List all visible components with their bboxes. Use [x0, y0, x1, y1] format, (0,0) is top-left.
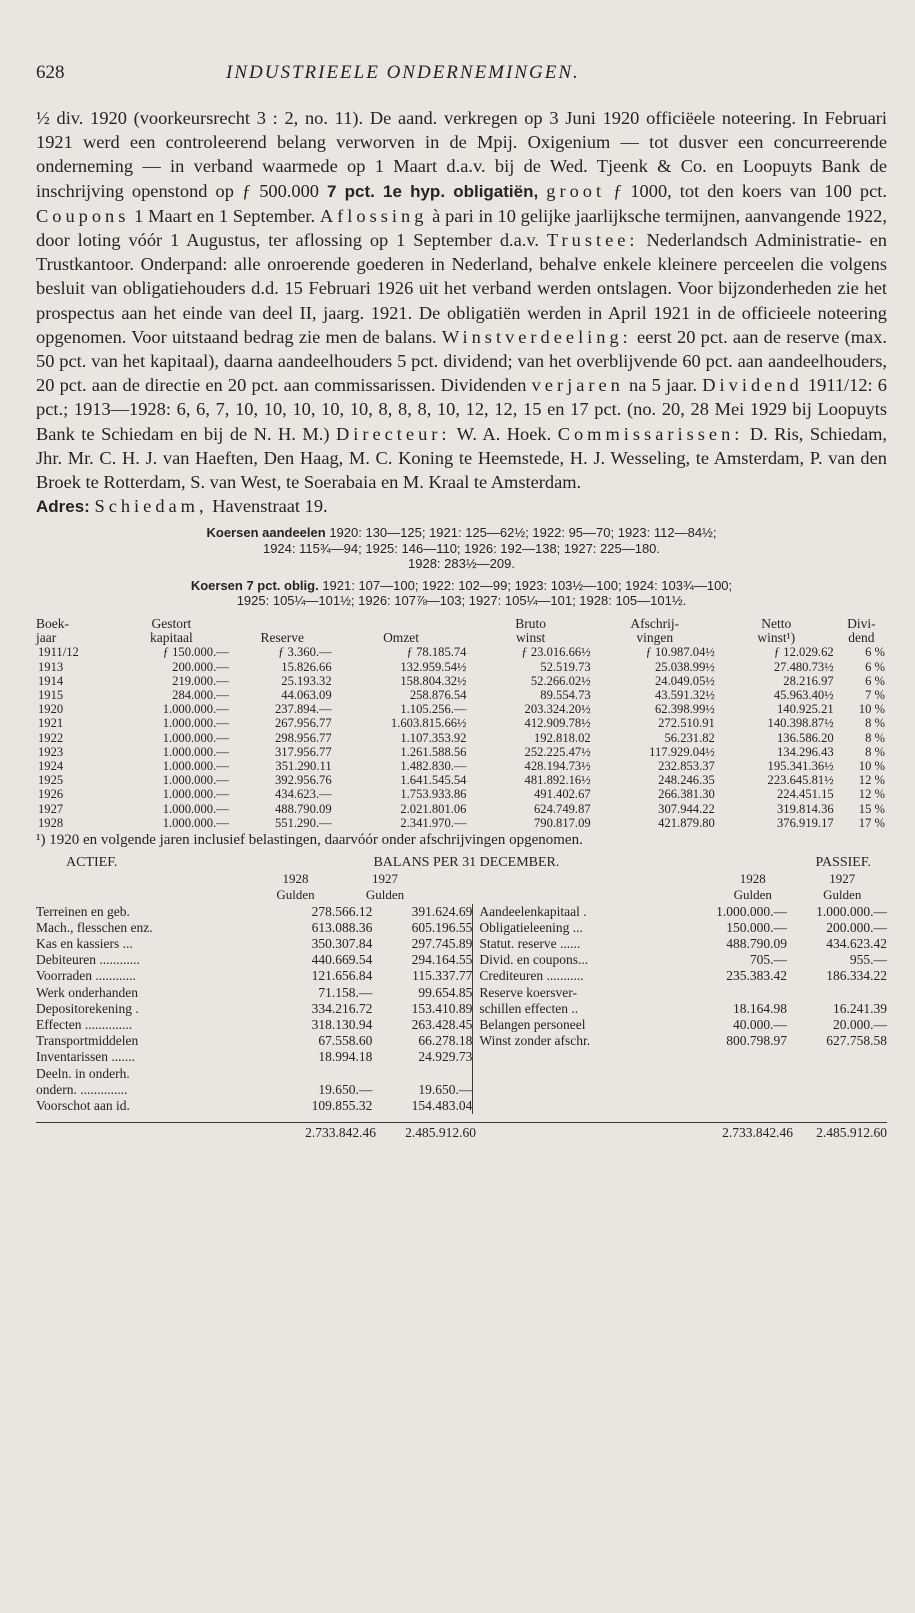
- table-row: [36, 802, 887, 816]
- table-cell: 8 %: [865, 730, 885, 745]
- table-cell: 351.290.11: [275, 758, 332, 773]
- column-header: Gestort: [151, 615, 192, 631]
- balance-units: [36, 887, 887, 903]
- balance-value: 71.158.—: [318, 984, 373, 1000]
- balance-item-label: Reserve koersver-: [479, 984, 577, 1000]
- balance-value: 66.278.18: [418, 1033, 473, 1049]
- table-cell: 266.381.30: [658, 787, 715, 802]
- balance-totals: [36, 1122, 887, 1141]
- year-right-1928: 1928: [739, 871, 766, 887]
- balance-row: [36, 1017, 472, 1033]
- balance-years: [36, 871, 887, 887]
- total-right-1928: 2.733.842.46: [722, 1125, 793, 1141]
- table-cell: 317.956.77: [274, 744, 332, 759]
- table-cell: 491.402.67: [533, 787, 591, 802]
- table-cell: ƒ 23.016.66½: [521, 645, 591, 660]
- balance-row: [36, 1098, 472, 1114]
- table-cell: 488.790.09: [274, 801, 332, 816]
- balance-value: 297.745.89: [411, 936, 473, 952]
- balance-item-label: Kas en kassiers ...: [36, 936, 133, 952]
- column-header: Afschrij-: [630, 615, 680, 631]
- balance-value: 109.855.32: [311, 1098, 373, 1114]
- table-cell: 140.398.87½: [767, 716, 834, 731]
- spaced-term: groot: [546, 180, 606, 201]
- balance-value: [787, 985, 887, 1001]
- column-header: dend: [848, 630, 875, 646]
- spaced-term: Aflossing: [319, 205, 428, 226]
- table-footnote: ¹) 1920 en volgende jaren inclusief belastingen, daarvóór onder afschrijvingen opgenomen.: [36, 832, 583, 848]
- table-cell: 434.623.—: [274, 787, 332, 802]
- balance-item-label: Effecten ..............: [36, 1017, 133, 1033]
- balance-value: 800.798.97: [726, 1033, 787, 1049]
- spaced-term: Commissarissen:: [557, 423, 744, 444]
- balance-title: BALANS PER 31 DECEMBER.: [373, 855, 560, 870]
- balance-row: [479, 952, 887, 968]
- balance-row: [479, 936, 887, 952]
- balance-row: [36, 952, 472, 968]
- balance-item-label: Crediteuren ...........: [479, 968, 584, 984]
- balance-value: 434.623.42: [826, 936, 887, 952]
- table-cell: 1.105.256.—: [400, 702, 467, 717]
- table-cell: 2.021.801.06: [400, 801, 467, 816]
- table-cell: 17 %: [858, 815, 885, 830]
- balance-value: 440.669.54: [311, 952, 373, 968]
- table-cell: 140.925.21: [777, 702, 834, 717]
- balance-value: 153.410.89: [411, 1000, 473, 1016]
- balance-value: 200.000.—: [826, 919, 887, 935]
- running-title: INDUSTRIEELE ONDERNEMINGEN.: [226, 62, 580, 83]
- share-prices-line: 1928: 283½—209.: [408, 556, 515, 572]
- table-cell: 15.826.66: [281, 659, 332, 674]
- balance-value: 613.088.36: [311, 919, 373, 935]
- balance-item-label: Terreinen en geb.: [36, 903, 130, 919]
- text-segment: D. Ris, Schiedam, Jhr. Mr. C. H. J. van Haeften, Den Haag, M. C. Koning te Heemstede, H. J. Wesseling, te Amsterdam, P. van den Broek te Rotterdam, S. van West, te Soerabaia en M. Kraal te Amsterdam.: [36, 423, 888, 493]
- table-row: [36, 816, 887, 830]
- column-header: jaar: [36, 630, 57, 646]
- table-cell: 237.894.—: [274, 702, 332, 717]
- total-right-1927: 2.485.912.60: [816, 1125, 887, 1141]
- table-cell: 232.853.37: [658, 758, 715, 773]
- table-cell: 134.296.43: [777, 744, 834, 759]
- table-cell: 24.049.05½: [655, 673, 715, 688]
- table-cell: ƒ 3.360.—: [278, 645, 332, 660]
- unit-label: Gulden: [365, 887, 405, 903]
- text-segment: Nederlandsch Administratie- en Trustkantoor. Onderpand: alle onroerende goederen in Nederland, behalve enkele kleinere perceelen die volgens besluit van obligatiehouders d.d. 15 Februari 1926 uit het verband werden ontslagen. Voor bijzonderheden zie het prospectus aan het einde van deel II, jaarg. 1921. De obligatiën werden in April 1921 in de officieele noteering opgenomen. Voor uitstaand bedrag zie men de balans.: [36, 230, 887, 347]
- table-cell: 52.519.73: [540, 659, 591, 674]
- table-cell: 1.000.000.—: [162, 787, 229, 802]
- balance-value: 350.307.84: [311, 936, 373, 952]
- table-cell: 1923: [38, 744, 64, 759]
- balance-passief: [472, 904, 887, 1115]
- balance-value: 294.164.55: [411, 952, 473, 968]
- unit-label: Gulden: [276, 887, 315, 903]
- company-description: [36, 106, 887, 519]
- table-row: [36, 702, 887, 716]
- balance-value: 18.994.18: [318, 1049, 373, 1065]
- balance-item-label: Inventarissen .......: [36, 1049, 135, 1065]
- balance-item-label: Transportmiddelen: [36, 1033, 139, 1049]
- table-cell: 258.876.54: [409, 687, 467, 702]
- balance-row: [479, 1033, 887, 1049]
- table-cell: 1.000.000.—: [162, 730, 229, 745]
- table-cell: 248.246.35: [658, 773, 715, 788]
- table-cell: 224.451.15: [777, 787, 834, 802]
- spaced-term: Coupons: [36, 205, 130, 226]
- balance-row: [36, 1033, 472, 1049]
- balance-header: [36, 855, 887, 871]
- balance-item-label: Divid. en coupons...: [479, 952, 589, 968]
- page-number: 628: [36, 62, 65, 83]
- table-cell: 15 %: [858, 801, 885, 816]
- text-segment: 1 Maart en 1 September.: [134, 205, 316, 226]
- balance-row: [36, 1066, 472, 1082]
- balance-value: 488.790.09: [726, 936, 787, 952]
- bond-prices: [36, 578, 887, 609]
- balance-value: [272, 1066, 372, 1082]
- table-cell: 56.231.82: [664, 730, 715, 745]
- balance-value: 67.558.60: [318, 1033, 373, 1049]
- table-cell: 1.000.000.—: [162, 702, 229, 717]
- share-prices: [36, 525, 887, 572]
- balance-grid: [36, 904, 887, 1115]
- balance-value: 955.—: [849, 952, 887, 968]
- balance-value: 235.383.42: [726, 968, 787, 984]
- table-cell: 298.956.77: [274, 730, 332, 745]
- table-cell: 481.892.16½: [524, 773, 591, 788]
- balance-sheet: [36, 855, 887, 1141]
- balance-value: 605.196.55: [411, 919, 473, 935]
- balance-value: 263.428.45: [411, 1017, 473, 1033]
- balance-row: [36, 1001, 472, 1017]
- table-header-row: [36, 631, 887, 645]
- table-row: [36, 660, 887, 674]
- table-cell: 25.193.32: [281, 673, 332, 688]
- table-cell: ƒ 10.987.04½: [645, 645, 715, 660]
- address-city: Schiedam,: [94, 496, 208, 517]
- table-cell: 412.909.78½: [524, 716, 591, 731]
- balance-value: 627.758.58: [826, 1033, 887, 1049]
- unit-label: Gulden: [733, 887, 772, 903]
- table-cell: 267.956.77: [274, 716, 332, 731]
- balance-value: 1.000.000.—: [716, 903, 787, 919]
- table-body: [36, 645, 887, 830]
- balance-row: [479, 1001, 887, 1017]
- balance-actief: [36, 904, 472, 1115]
- table-cell: 307.944.22: [658, 801, 715, 816]
- table-cell: 8 %: [865, 744, 885, 759]
- balance-item-label: Aandeelenkapitaal .: [479, 903, 587, 919]
- balance-row: [36, 985, 472, 1001]
- table-cell: 203.324.20½: [524, 702, 591, 717]
- column-header: winst: [515, 630, 546, 646]
- table-cell: 1.107.353.92: [400, 730, 467, 745]
- balance-value: 278.566.12: [311, 903, 373, 919]
- table-cell: 1928: [38, 815, 64, 830]
- table-cell: 1.000.000.—: [162, 758, 229, 773]
- balance-item-label: Depositorekening .: [36, 1000, 139, 1016]
- table-cell: 319.814.36: [777, 801, 834, 816]
- table-cell: 392.956.76: [274, 773, 332, 788]
- table-cell: 25.038.99½: [655, 659, 715, 674]
- balance-value: 391.624.69: [411, 903, 473, 919]
- table-cell: 1911/12: [38, 645, 79, 660]
- share-prices-line: 1924: 115¾—94; 1925: 146—110; 1926: 192—138; 1927: 225—180.: [262, 540, 661, 556]
- share-prices-label: Koersen aandeelen: [206, 525, 326, 541]
- table-cell: 219.000.—: [172, 673, 229, 688]
- column-header: Netto: [761, 615, 792, 631]
- address-label: Adres:: [36, 497, 90, 517]
- bond-prices-label: Koersen 7 pct. oblig.: [190, 577, 319, 593]
- balance-item-label: schillen effecten ..: [479, 1000, 579, 1016]
- balance-row: [36, 936, 472, 952]
- text-segment: 1911/12: 6 pct.; 1913—1928: 6, 6, 7, 10, 10, 10, 10, 10, 8, 8, 8, 10, 12, 12, 15 en 17 pct. (no. 20, 28 Mei 1929 bij Loopuyts Bank te Schiedam en bij de N. H. M.): [36, 375, 888, 444]
- table-cell: ƒ 12.029.62: [773, 645, 834, 660]
- balance-passief-label: PASSIEF.: [815, 855, 871, 870]
- total-left-1927: 2.485.912.60: [405, 1125, 476, 1141]
- balance-item-label: Winst zonder afschr.: [479, 1033, 591, 1049]
- table-row: [36, 645, 887, 659]
- table-cell: 192.818.02: [533, 730, 591, 745]
- table-cell: 284.000.—: [172, 687, 229, 702]
- balance-value: 19.650.—: [318, 1081, 373, 1097]
- table-cell: 790.817.09: [533, 815, 591, 830]
- table-cell: 1920: [38, 702, 64, 717]
- table-cell: 89.554.73: [540, 687, 591, 702]
- balance-row: [479, 1017, 887, 1033]
- year-left-1927: 1927: [371, 871, 398, 887]
- balance-value: 16.241.39: [833, 1000, 887, 1016]
- table-cell: 223.645.81½: [767, 773, 834, 788]
- table-cell: 6 %: [865, 645, 885, 660]
- table-row: [36, 688, 887, 702]
- table-cell: 252.225.47½: [524, 744, 591, 759]
- balance-actief-label: ACTIEF.: [66, 855, 118, 870]
- balance-row: [479, 920, 887, 936]
- balance-item-label: Obligatieleening ...: [479, 919, 583, 935]
- balance-item-label: Debiteuren ............: [36, 952, 140, 968]
- table-cell: 1921: [38, 716, 64, 731]
- balance-row: [36, 968, 472, 984]
- table-cell: ƒ 150.000.—: [162, 645, 229, 660]
- spaced-term: Directeur:: [335, 423, 451, 444]
- column-header: [334, 617, 469, 631]
- table-cell: 551.290.—: [274, 815, 332, 830]
- text-segment: na 5 jaar.: [629, 375, 698, 396]
- table-cell: ƒ 78.185.74: [406, 645, 467, 660]
- table-cell: 45.963.40½: [773, 687, 834, 702]
- balance-value: 121.656.84: [311, 968, 373, 984]
- table-cell: 1926: [38, 787, 64, 802]
- balance-row: [36, 904, 472, 920]
- address-street: Havenstraat 19.: [212, 496, 328, 517]
- year-left-1928: 1928: [282, 871, 309, 887]
- table-cell: 1922: [38, 730, 64, 745]
- table-cell: 1.753.933.86: [400, 787, 467, 802]
- table-cell: 10 %: [858, 702, 885, 717]
- balance-value: 115.337.77: [412, 968, 473, 984]
- balance-value: 20.000.—: [833, 1017, 887, 1033]
- balance-value: 318.130.94: [311, 1017, 373, 1033]
- column-header: winst¹): [757, 630, 796, 646]
- column-header: Omzet: [383, 630, 420, 646]
- table-cell: 2.341.970.—: [400, 815, 467, 830]
- table-cell: 1.641.545.54: [400, 773, 467, 788]
- table-row: [36, 716, 887, 730]
- text-segment: W. A. Hoek.: [456, 423, 552, 444]
- column-header: kapitaal: [150, 630, 193, 646]
- table-cell: 52.266.02½: [530, 673, 591, 688]
- text-segment: ƒ 1000, tot den koers van 100 pct.: [613, 180, 887, 201]
- table-cell: 1.000.000.—: [162, 801, 229, 816]
- page-body: [36, 106, 887, 1141]
- balance-item-label: ondern. ..............: [36, 1081, 128, 1097]
- balance-row: [479, 985, 887, 1001]
- bond-prices-line: 1925: 105¼—101½; 1926: 107⅞—103; 1927: 105¼—101; 1928: 105—101½.: [236, 593, 687, 609]
- balance-row: [36, 1082, 472, 1098]
- balance-row: [36, 920, 472, 936]
- table-cell: 1925: [38, 773, 64, 788]
- table-cell: 132.959.54½: [400, 659, 467, 674]
- table-cell: 272.510.91: [658, 716, 715, 731]
- table-cell: 1914: [38, 673, 64, 688]
- spaced-term: verjaren: [531, 375, 624, 396]
- balance-value: 150.000.—: [726, 919, 787, 935]
- table-cell: 43.591.32½: [655, 687, 715, 702]
- total-left-1928: 2.733.842.46: [305, 1125, 376, 1141]
- table-header-row: [36, 617, 887, 631]
- table-row: [36, 773, 887, 787]
- table-cell: 6 %: [865, 673, 885, 688]
- text-segment: eerst 20 pct. aan de reserve (max. 50 pct. van het kapitaal), daarna aandeelhouders 5 pct. dividend; van het overblijvende 60 pct. aan aandeelhouders, 20 pct. aan de directie en 20 pct. aan commissarissen. Dividenden: [36, 326, 887, 396]
- table-cell: 1927: [38, 801, 64, 816]
- table-cell: 8 %: [865, 716, 885, 731]
- balance-value: 99.654.85: [418, 984, 473, 1000]
- table-cell: 195.341.36½: [767, 758, 834, 773]
- balance-row: [36, 1049, 472, 1065]
- balance-value: 24.929.73: [418, 1049, 473, 1065]
- table-cell: 117.929.04½: [649, 744, 715, 759]
- table-cell: 12 %: [858, 773, 885, 788]
- column-header: Bruto: [515, 615, 546, 631]
- table-row: [36, 787, 887, 801]
- table-cell: 44.063.09: [281, 687, 332, 702]
- text-segment: à pari in 10 gelijke jaarlijksche termijnen, aanvangende 1922, door loting vóór 1 Augustus, ter aflossing op 1 September d.a.v.: [36, 205, 887, 251]
- column-header: Boek-: [36, 615, 69, 631]
- table-cell: 421.879.80: [658, 815, 715, 830]
- balance-item-label: Belangen personeel: [479, 1017, 586, 1033]
- table-cell: 1915: [38, 687, 64, 702]
- table-cell: 428.194.73½: [524, 758, 591, 773]
- table-cell: 10 %: [858, 758, 885, 773]
- year-right-1927: 1927: [829, 871, 856, 887]
- bond-prices-line: 1921: 107—100; 1922: 102—99; 1923: 103½—100; 1924: 103¾—100;: [322, 577, 733, 593]
- column-header: vingen: [636, 630, 674, 646]
- spaced-term: Dividend: [702, 375, 803, 396]
- balance-value: [372, 1066, 472, 1082]
- balance-item-label: Voorschot aan id.: [36, 1098, 130, 1114]
- table-cell: 200.000.—: [172, 659, 229, 674]
- column-header: [231, 617, 334, 631]
- table-cell: 1.482.830.—: [400, 758, 467, 773]
- table-cell: 376.919.17: [777, 815, 834, 830]
- bond-title: 7 pct. 1e hyp. obligatiën,: [327, 181, 539, 201]
- table-cell: 1913: [38, 659, 64, 674]
- table-cell: 1.603.815.66½: [390, 716, 467, 731]
- text-segment: ½ div. 1920 (voorkeursrecht 3 : 2, no. 11). De aand. verkregen op 3 Juni 1920 officiëele noteering. In Februari 1921 werd een controleerend belang verworven in de Mpij. Oxigenium — tot dusver een concurreerende onderneming — in verband waarmede op 1 Maart d.a.v. bij de Wed. Tjeenk & Co. en Loopuyts Bank de inschrijving openstond op ƒ 500.000: [36, 108, 887, 201]
- balance-item-label: Deeln. in onderh.: [36, 1065, 130, 1081]
- balance-value: 705.—: [749, 952, 787, 968]
- spaced-term: Trustee:: [546, 230, 639, 251]
- balance-item-label: Werk onderhanden: [36, 984, 138, 1000]
- page-header: [36, 62, 887, 86]
- financial-table: [36, 617, 887, 830]
- balance-item-label: Voorraden ............: [36, 968, 136, 984]
- balance-value: 154.483.04: [411, 1098, 473, 1114]
- share-prices-line: 1920: 130—125; 1921: 125—62½; 1922: 95—70; 1923: 112—84½;: [329, 525, 717, 541]
- column-header: Divi-: [847, 615, 876, 631]
- balance-item-label: Mach., flesschen enz.: [36, 919, 153, 935]
- table-cell: 1.000.000.—: [162, 773, 229, 788]
- balance-value: 18.164.98: [733, 1000, 787, 1016]
- table-cell: 1.000.000.—: [162, 716, 229, 731]
- table-cell: 62.398.99½: [655, 702, 715, 717]
- spaced-term: Winstverdeeling:: [441, 326, 632, 347]
- balance-value: 1.000.000.—: [816, 903, 887, 919]
- balance-row: [479, 904, 887, 920]
- table-cell: 7 %: [865, 687, 885, 702]
- table-row: [36, 759, 887, 773]
- table-cell: 624.749.87: [533, 801, 591, 816]
- column-header: Reserve: [260, 630, 304, 646]
- table-cell: 12 %: [858, 787, 885, 802]
- table-cell: 1924: [38, 758, 64, 773]
- table-cell: 1.000.000.—: [162, 744, 229, 759]
- table-cell: 1.261.588.56: [400, 744, 467, 759]
- balance-row: [479, 968, 887, 984]
- table-cell: 1.000.000.—: [162, 815, 229, 830]
- unit-label: Gulden: [823, 887, 862, 903]
- table-row: [36, 674, 887, 688]
- balance-value: 186.334.22: [826, 968, 887, 984]
- balance-item-label: Statut. reserve ......: [479, 936, 581, 952]
- table-row: [36, 731, 887, 745]
- balance-value: 40.000.—: [733, 1017, 787, 1033]
- table-cell: 136.586.20: [777, 730, 834, 745]
- table-cell: 6 %: [865, 659, 885, 674]
- balance-value: [687, 985, 787, 1001]
- balance-value: 19.650.—: [418, 1081, 473, 1097]
- balance-value: 334.216.72: [311, 1000, 373, 1016]
- table-row: [36, 745, 887, 759]
- table-cell: 28.216.97: [783, 673, 834, 688]
- table-cell: 27.480.73½: [773, 659, 834, 674]
- table-cell: 158.804.32½: [400, 673, 467, 688]
